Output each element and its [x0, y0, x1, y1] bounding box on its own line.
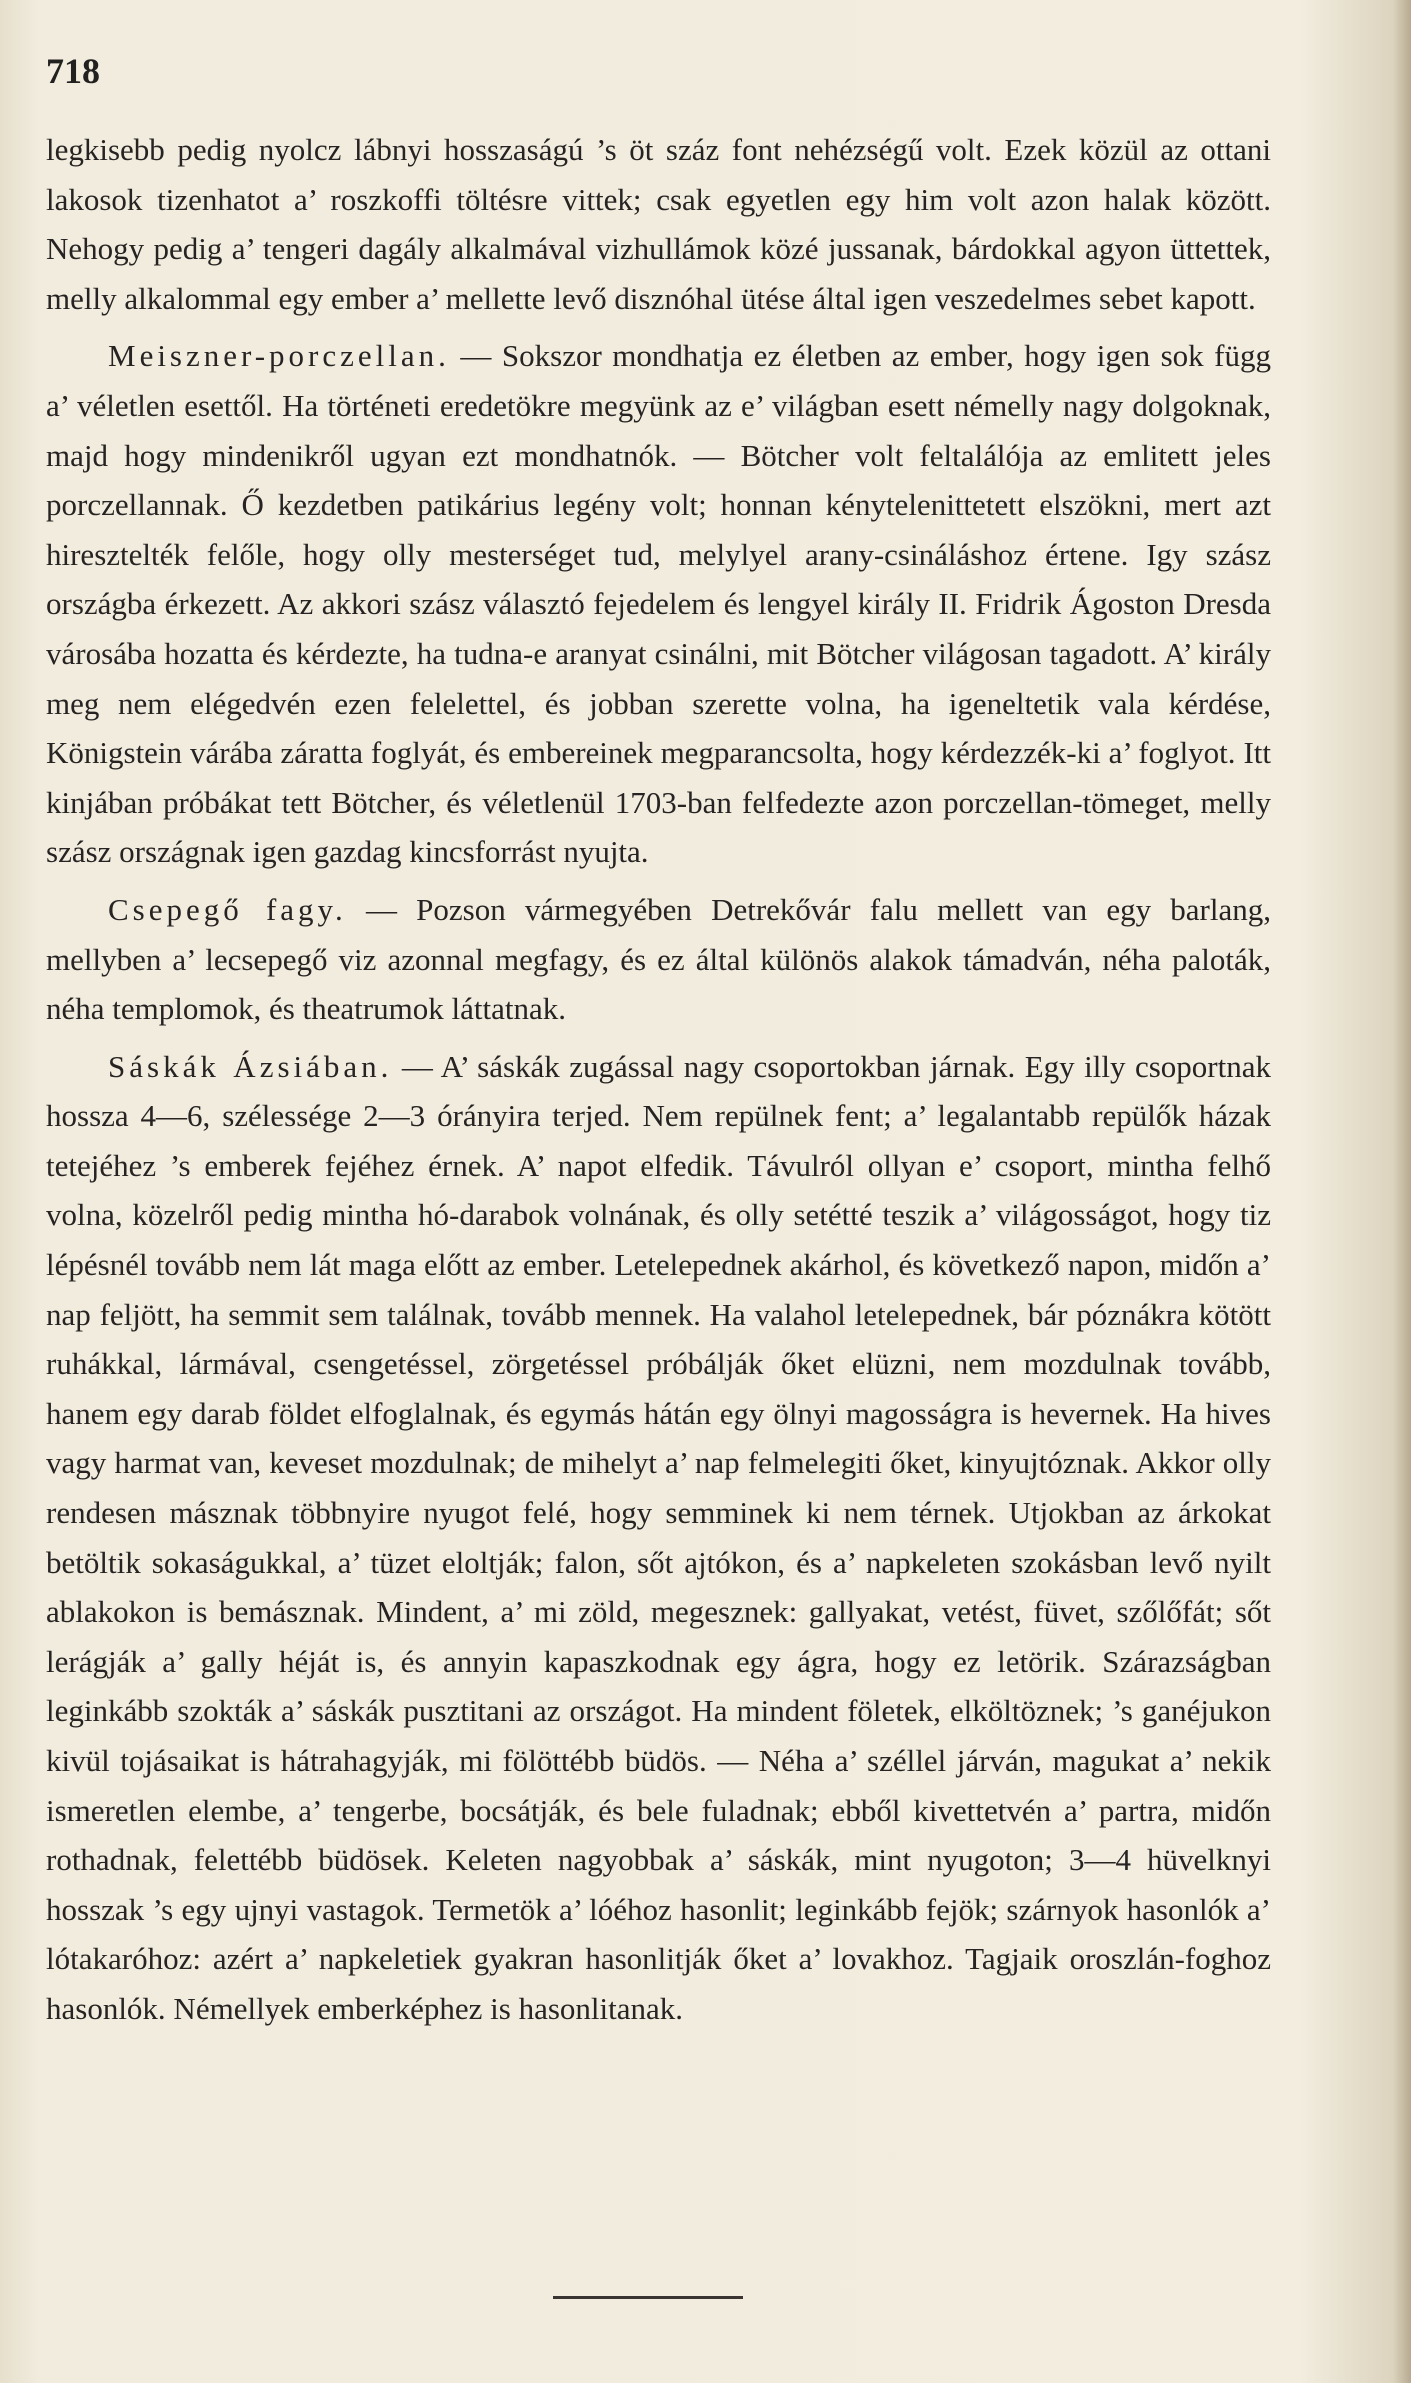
- page-edge-shadow: [1393, 0, 1411, 2383]
- article-text: [46, 125, 1271, 2042]
- paragraph-text: — Pozson vármegyében Detrekővár falu mellett van egy barlang, mellyben a’ lecsepegő viz azonnal megfagy, és ez által különös alakok támadván, néha paloták, néha templomok, és theatrumok láttatnak.: [46, 891, 1271, 1027]
- paragraph-text: — A’ sáskák zugással nagy csoportokban járnak. Egy illy csoportnak hossza 4—6, szélessége 2—3 órányira terjed. Nem repülnek fent; a’ legalantabb repülők házak tetejéhez ’s emberek fejéhez érnek. A’ napot elfedik. Távulról ollyan e’ csoport, mintha felhő volna, közelről pedig mintha hó-darabok volnának, és olly setétté teszik a’ világosságot, hogy tiz lépésnél tovább nem lát maga előtt az ember. Letelepednek akárhol, és következő napon, midőn a’ nap feljött, ha semmit sem találnak, tovább mennek. Ha valahol letelepednek, bár póznákra kötött ruhákkal, lármával, csengetéssel, zörgetéssel próbálják őket elüzni, nem mozdulnak tovább, hanem egy darab földet elfoglalnak, és egymás hátán egy ölnyi magosságra is hevernek. Ha hives vagy harmat van, keveset mozdulnak; de mihelyt a’ nap felmelegiti őket, kinyujtóznak. Akkor olly rendesen másznak többnyire nyugot felé, hogy semminek ki nem térnek. Utjokban az árkokat betöltik sokaságukkal, a’ tüzet eloltják; falon, sőt ajtókon, és a’ napkeleten szokásban levő nyilt ablakokon is bemásznak. Mindent, a’ mi zöld, megesznek: gallyakat, vetést, füvet, szőlőfát; sőt lerágják a’ gally héját is, és annyin kapaszkodnak egy ágra, hogy ez letörik. Szárazságban leginkább szokták a’ sáskák pusztitani az országot. Ha mindent föletek, elköltöznek; ’s ganéjukon kivül tojásaikat is hátrahagyják, mi fölöttébb büdös. — Néha a’ széllel járván, magukat a’ nekik ismeretlen elembe, a’ tengerbe, bocsátják, és bele fuladnak; ebből kivettetvén a’ partra, midőn rothadnak, felettébb büdösek. Keleten nagyobbak a’ sáskák, mint nyugoton; 3—4 hüvelknyi hosszak ’s egy ujnyi vastagok. Termetök a’ lóéhoz hasonlit; leginkább fejök; szárnyok hasonlók a’ lótakaróhoz: azért a’ napkeletiek gyakran hasonlitják őket a’ lovakhoz. Tagjaik oroszlán-foghoz hasonlók. Némellyek emberképhez is hasonlitanak.: [46, 1048, 1271, 2026]
- paragraph-text: legkisebb pedig nyolcz lábnyi hosszaságú ’s öt száz font nehézségű volt. Ezek közül az ottani lakosok tizenhatot a’ roszkoffi töltésre vittek; csak egyetlen egy him volt azon halak között. Nehogy pedig a’ tengeri dagály alkalmával vizhullámok közé jussanak, bárdokkal agyon üttettek, melly alkalommal egy ember a’ mellette levő disznóhal ütése által igen veszedelmes sebet kapott.: [46, 132, 1271, 316]
- page-number: 718: [46, 51, 100, 91]
- paragraph-fish-continuation: [46, 125, 1271, 323]
- paragraph-text: — Sokszor mondhatja ez életben az ember, hogy igen sok függ a’ véletlen esettől. Ha történeti eredetökre megyünk az e’ világban esett némelly nagy dolgoknak, majd hogy mindenikről ugyan ezt mondhatnók. — Bötcher volt feltalálója az emlitett jeles porczellannak. Ő kezdetben patikárius legény volt; honnan kénytelenittetett elszökni, mert azt hiresztelték felőle, hogy olly mesterséget tud, melylyel arany-csináláshoz értene. Igy szász országba érkezett. Az akkori szász választó fejedelem és lengyel király II. Fridrik Ágoston Dresda városába hozatta és kérdezte, ha tudna-e aranyat csinálni, mit Bötcher világosan tagadott. A’ király meg nem elégedvén ezen felelettel, és jobban szerette volna, ha igeneltetik vala kérdése, Königstein várába záratta foglyát, és embereinek megparancsolta, hogy kérdezzék-ki a’ foglyot. Itt kinjában próbákat tett Bötcher, és véletlenül 1703-ban felfedezte azon porczellan-tömeget, melly szász országnak igen gazdag kincsforrást nyujta.: [46, 338, 1271, 870]
- end-rule-divider: [553, 2296, 743, 2299]
- section-heading: Sáskák Ázsiában.: [108, 1048, 393, 1084]
- paragraph-locusts-asia: [46, 1042, 1271, 2034]
- paragraph-dripping-frost: [46, 885, 1271, 1034]
- paragraph-meiszner-porcelain: [46, 331, 1271, 877]
- section-heading: Meiszner-porczellan.: [108, 338, 450, 374]
- section-heading: Csepegő fagy.: [108, 891, 347, 927]
